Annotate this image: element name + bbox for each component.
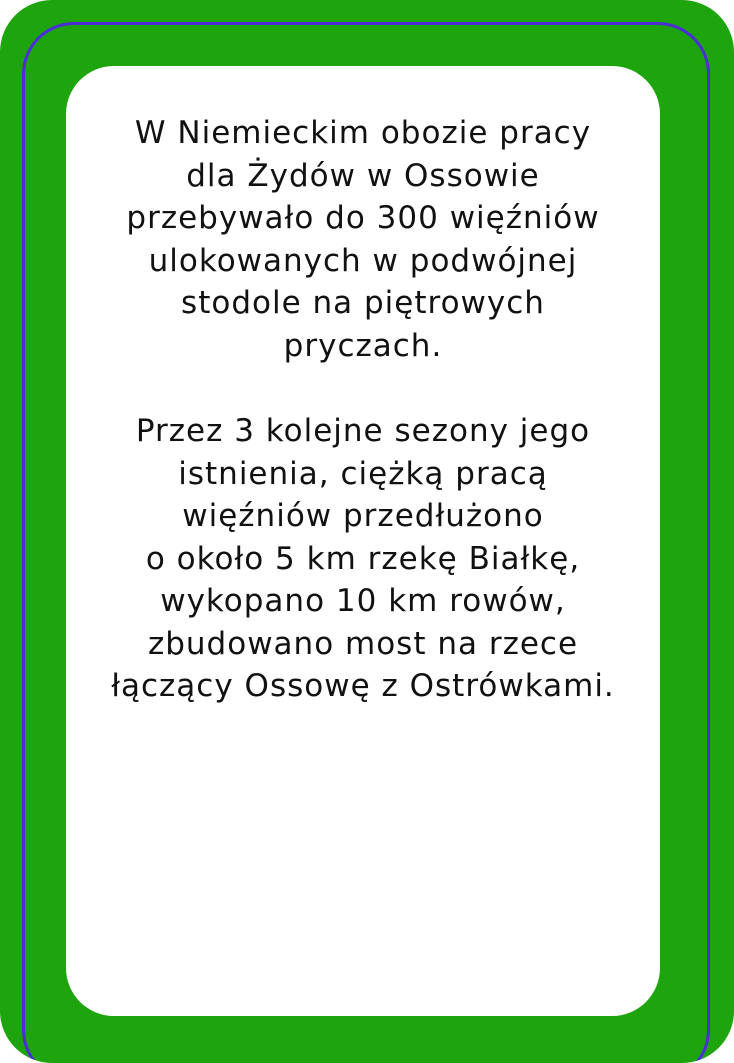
paragraph-1-line: stodole na piętrowych: [181, 285, 545, 321]
paragraph-1: [66, 112, 660, 367]
paragraph-2-line: istnienia, ciężką pracą: [178, 455, 548, 492]
text-panel: [66, 66, 660, 1016]
paragraph-1-line: pryczach.: [283, 327, 443, 364]
paragraph-2-line: wykopano 10 km rowów,: [160, 583, 566, 619]
paragraph-1-line: W Niemieckim obozie pracy: [134, 115, 592, 151]
paragraph-1-line: ulokowanych w podwójnej: [148, 242, 578, 279]
paragraph-2-line: o około 5 km rzekę Białkę,: [145, 540, 581, 577]
paragraph-2-line: więźniów przedłużono: [182, 498, 544, 534]
paragraph-2: [66, 410, 660, 708]
paragraph-2-line: łączący Ossowę z Ostrówkami.: [111, 668, 615, 704]
paragraph-1-line: przebywało do 300 więźniów: [126, 200, 600, 236]
paragraph-1-line: dla Żydów w Ossowie: [186, 157, 540, 194]
paragraph-2-line: Przez 3 kolejne sezony jego: [135, 413, 591, 449]
paragraph-2-line: zbudowano most na rzece: [147, 625, 579, 662]
